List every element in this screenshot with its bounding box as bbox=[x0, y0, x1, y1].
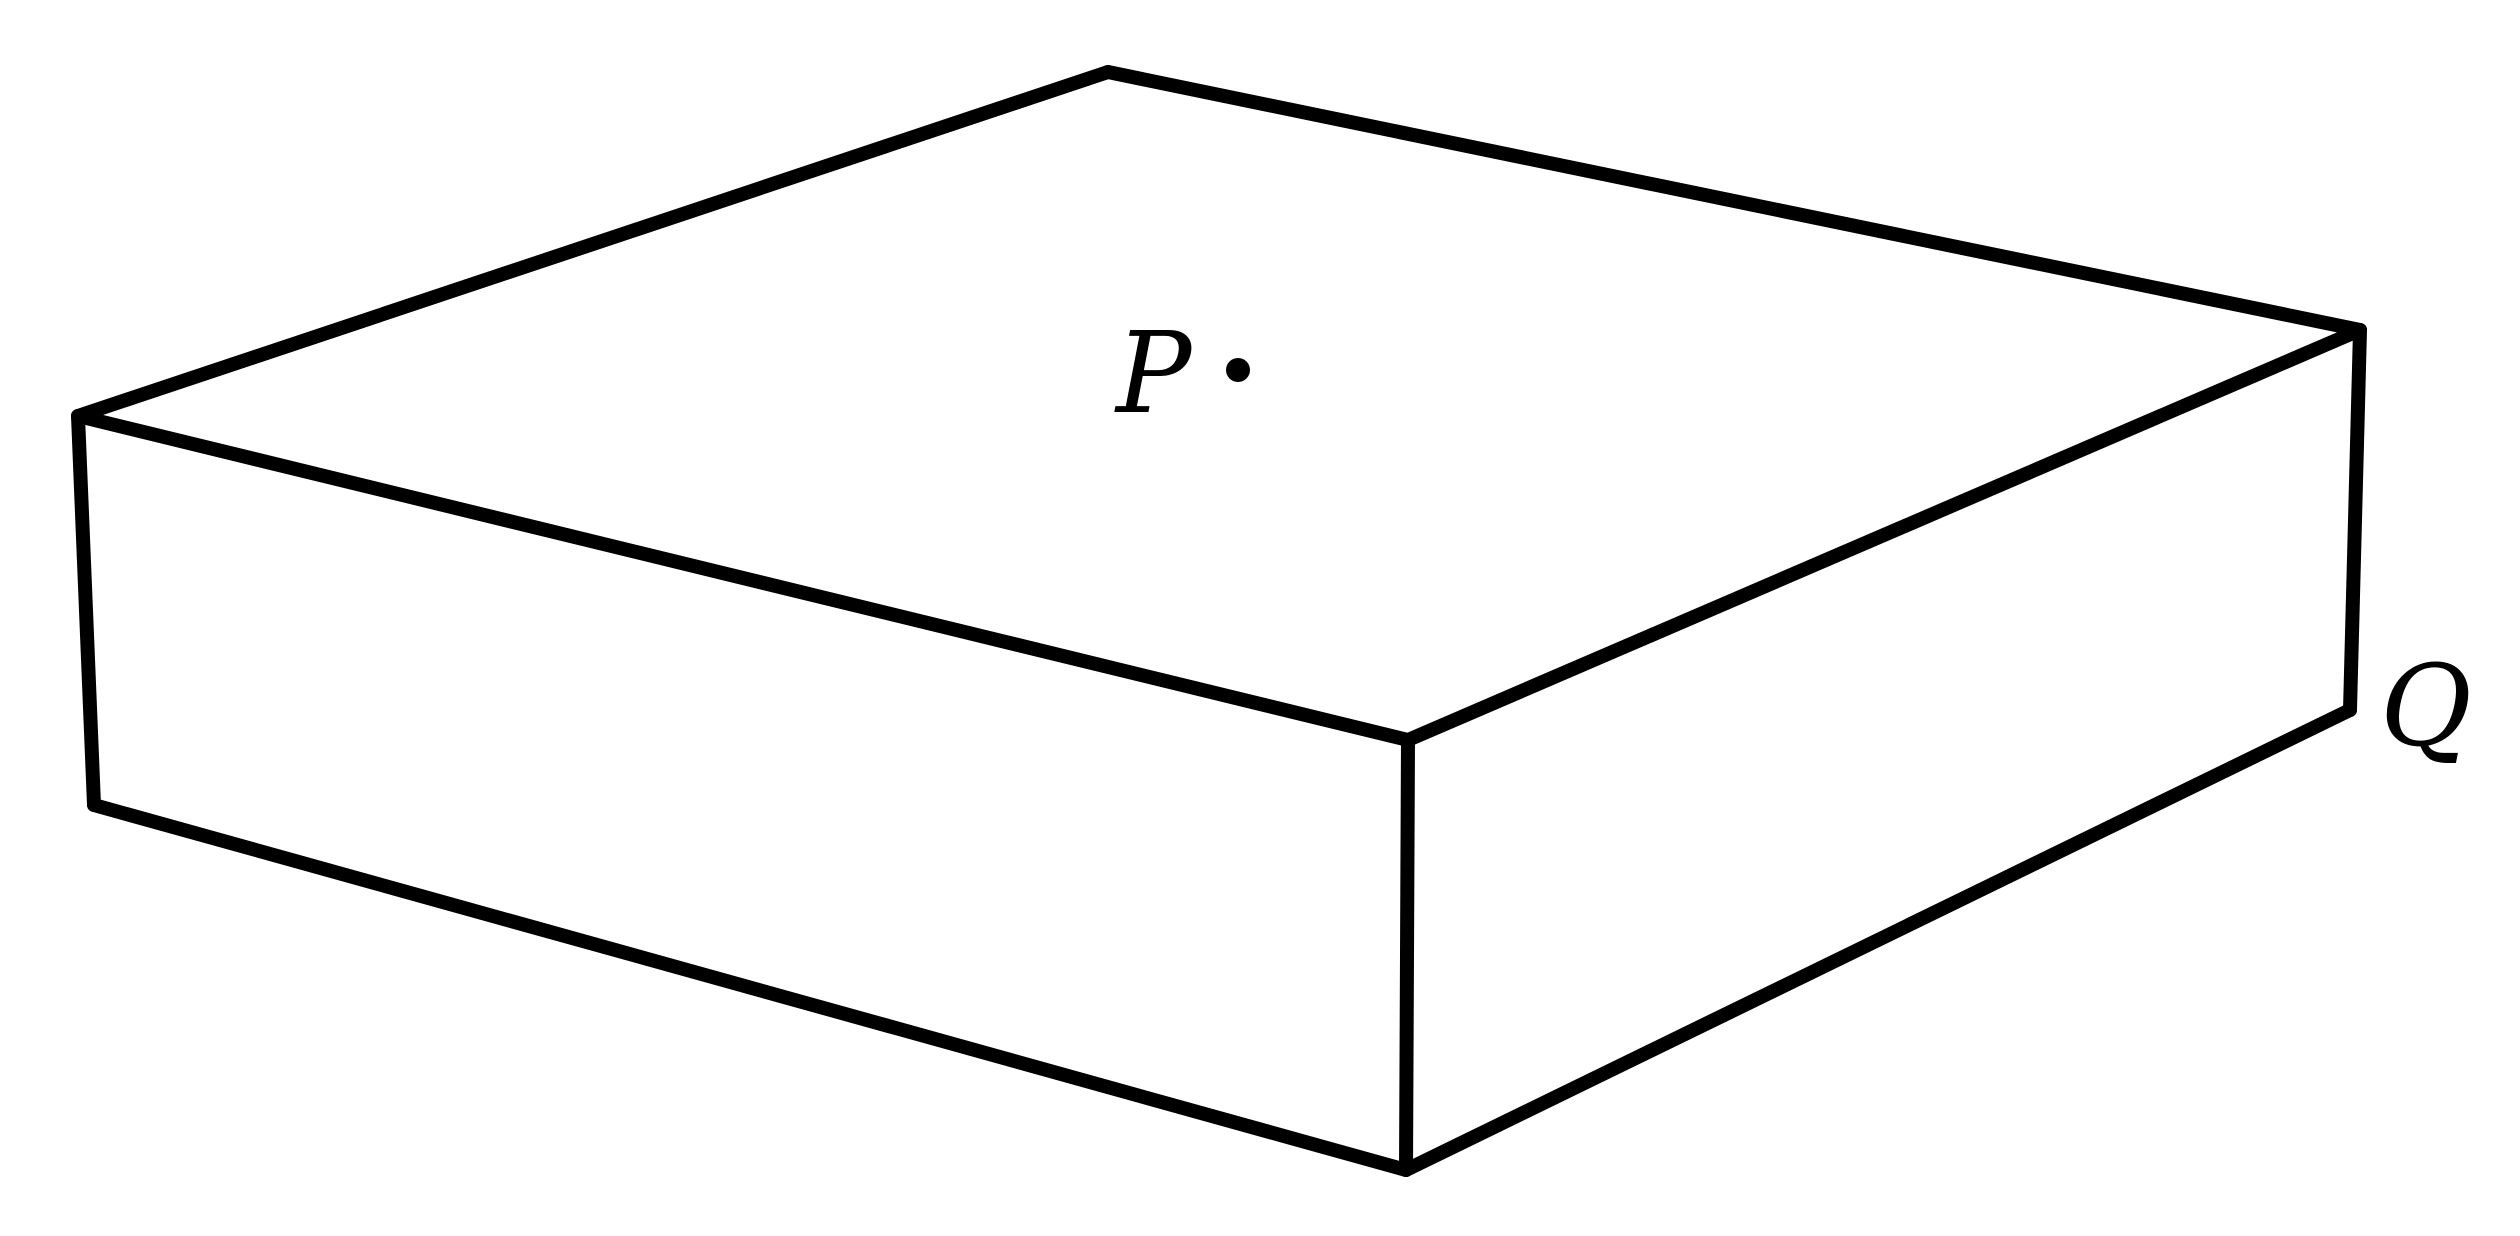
edge-top-back-left bbox=[78, 72, 1108, 416]
edge-vertical-left bbox=[78, 416, 94, 805]
edge-vertical-front bbox=[1406, 740, 1408, 1170]
edge-top-front-right bbox=[1408, 330, 2360, 740]
edge-bottom-front-left bbox=[94, 805, 1406, 1170]
point-q bbox=[2380, 642, 2472, 772]
point-p-label: P bbox=[1116, 309, 1192, 439]
point-q-label: Q bbox=[2380, 642, 2472, 772]
edge-top-front-left bbox=[78, 416, 1408, 740]
point-p bbox=[1114, 309, 1250, 439]
point-p-dot bbox=[1226, 358, 1250, 382]
edge-vertical-right bbox=[2350, 330, 2360, 710]
box-edges bbox=[78, 72, 2360, 1170]
edge-top-back-right bbox=[1108, 72, 2360, 330]
edge-bottom-front-right bbox=[1406, 710, 2350, 1170]
